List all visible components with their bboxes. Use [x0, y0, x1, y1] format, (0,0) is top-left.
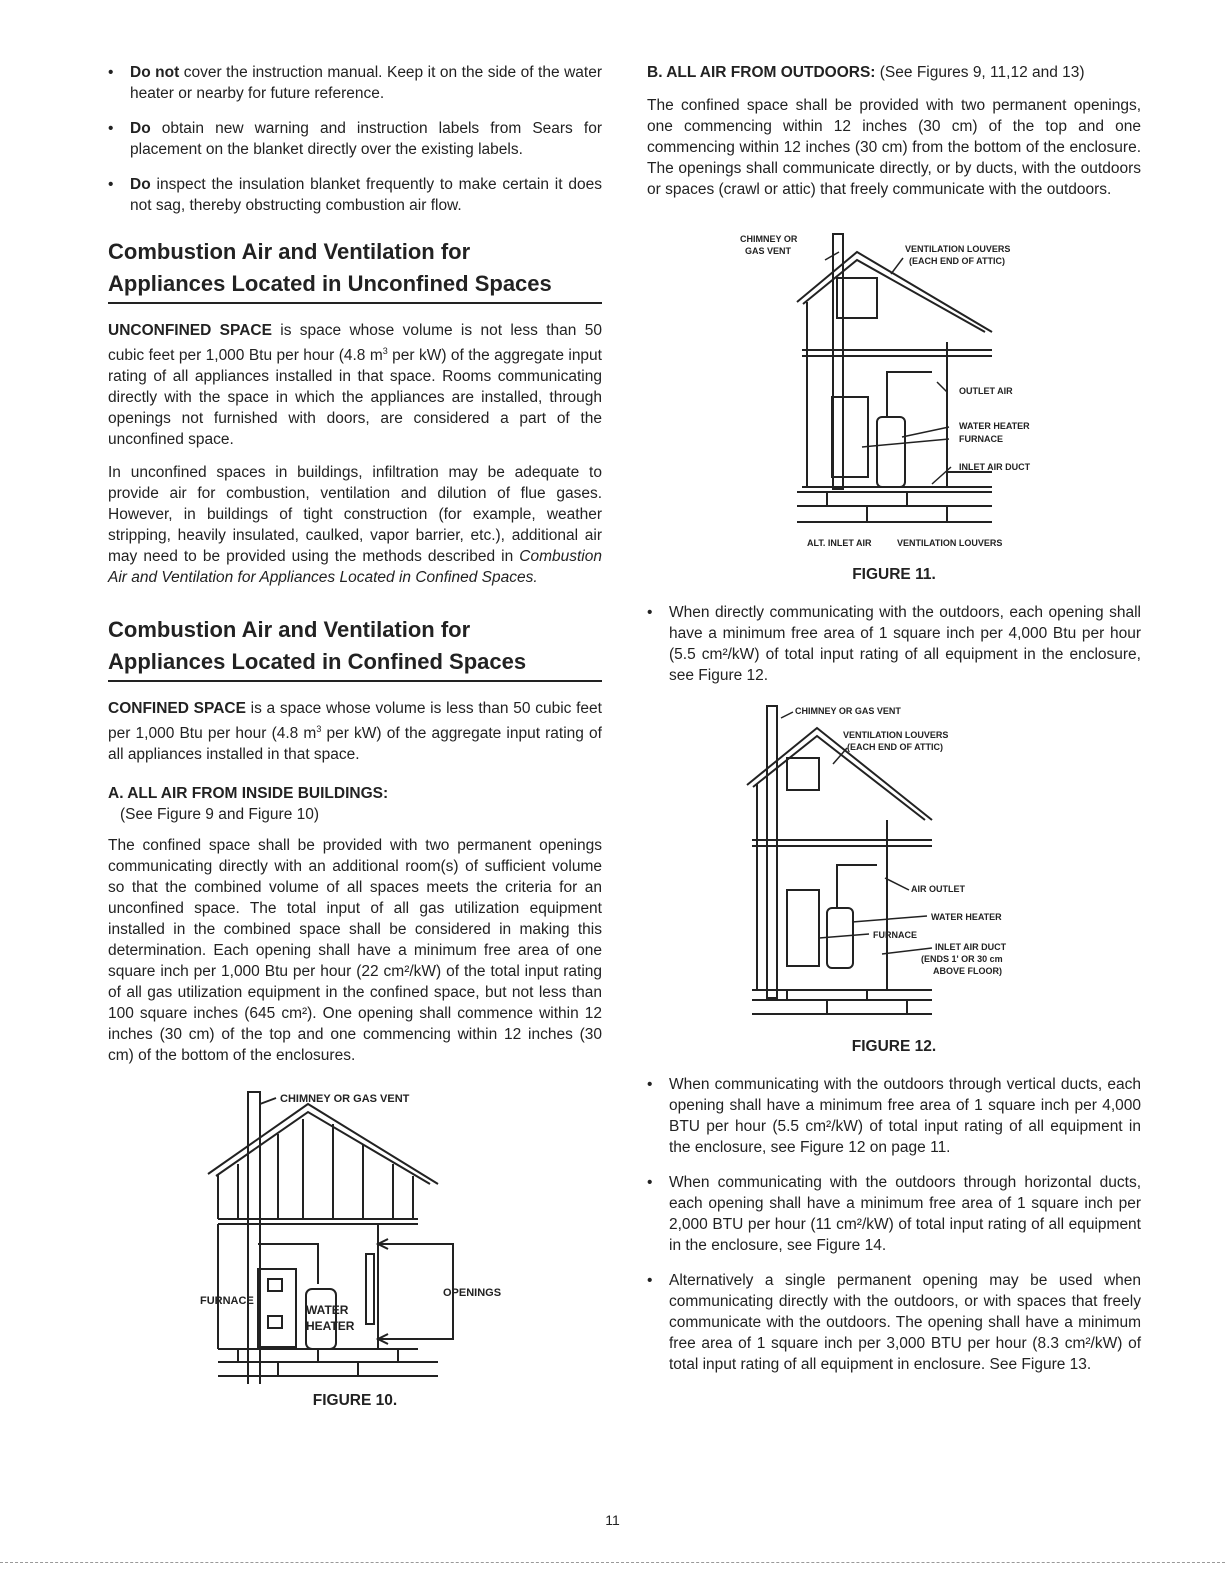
- left-column: [108, 62, 602, 1410]
- fig11-alt-inlet-label: ALT. INLET AIR: [807, 538, 872, 548]
- inside-air-paragraph: The confined space shall be provided with two permanent openings communicating directly with an additional room(s) of sufficient volume so that the combined volume of all spaces meets the criteria for an unconfined space. The total input of all gas utilization equipment installed in the combined space shall be considered in making this determination. Each opening shall have a minimum free area of one square inch per 1,000 Btu per hour (22 cm²/kW) of the total input rating of all gas utilization equipment in the confined space, but not less than 100 square inches (645 cm²). One opening shall commence within 12 inches (30 cm) of the top and one commencing within 12 inches (30 cm) of the bottom of the enclosures.: [108, 837, 602, 1065]
- fig12-inlet-label-1: INLET AIR DUCT: [935, 942, 1007, 952]
- figure-11-diagram: [647, 222, 1141, 562]
- outdoor-air-paragraph: The confined space shall be provided with two permanent openings, one commencing within 12 inches (30 cm) of the top and one commencing within 12 inches (30 cm) from the bottom of the enclosure. The openings shall communicate directly, or by ducts, with the outdoors or spaces (crawl or attic) that freely communicate with the outdoors.: [647, 97, 1141, 198]
- list-item: • When directly communicating with the outdoors, each opening shall have a minimum free area of 1 square inch per 4,000 Btu per hour (5.5 cm²/kW) of total input rating of all equipment in the enclosure, see Figure 12.: [647, 602, 1141, 686]
- fig11-inlet-label: INLET AIR DUCT: [959, 462, 1031, 472]
- confined-definition: CONFINED SPACE is a space whose volume is less than 50 cubic feet per 1,000 Btu per hour (4.8 $m^3$ per kW) of the aggregate input rating of all appliances installed in that space.: [108, 700, 602, 764]
- subheading-a: A. ALL AIR FROM INSIDE BUILDINGS:: [108, 785, 389, 803]
- list-item: • When communicating with the outdoors through vertical ducts, each opening shall have a minimum free area of 1 square inch per 4,000 BTU per hour (5.5 cm²/kW) of total input rating of all equipment in the enclosure, see Figure 12 on page 11.: [647, 1074, 1141, 1158]
- page-number: 11: [605, 1512, 620, 1528]
- list-item: • Alternatively a single permanent opening may be used when communicating directly with the outdoors, or with spaces that freely communicate with the outdoors. The opening shall have a minimum free area of 1 square inch per 3,000 BTU per hour (8.3 cm²/kW) of total input rating of all equipment in enclosure. See Figure 13.: [647, 1270, 1141, 1375]
- section-heading-unconfined: Combustion Air and Ventilation for Appliances Located in Unconfined Spaces: [108, 236, 602, 304]
- footer-divider: [0, 1562, 1225, 1563]
- unconfined-paragraph: In unconfined spaces in buildings, infiltration may be adequate to provide air for combustion, ventilation and dilution of flue gases. However, in buildings of tight construction (for example, weather stripping, heavily insulated, caulked, vapor barrier, etc.), additional air may need to be provided using the methods described in Combustion Air and Ventilation for Appliances Located in Confined Spaces.: [108, 464, 602, 587]
- subheading-a-ref: (See Figure 9 and Figure 10): [120, 806, 320, 824]
- fig12-inlet-label-3: ABOVE FLOOR): [933, 966, 1002, 976]
- fig11-louvers-label-2: (EACH END OF ATTIC): [909, 256, 1005, 266]
- fig10-furnace-label: FURNACE: [200, 1295, 254, 1308]
- list-item: • Do inspect the insulation blanket frequently to make certain it does not sag, thereby obstructing combustion air flow.: [108, 174, 602, 216]
- fig12-air-outlet-label: AIR OUTLET: [911, 884, 965, 894]
- fig12-inlet-label-2: (ENDS 1' OR 30 cm: [921, 954, 1003, 964]
- list-item: • Do not cover the instruction manual. Keep it on the side of the water heater or nearby for future reference.: [108, 62, 602, 104]
- fig10-water-label: WATER: [306, 1303, 349, 1318]
- fig11-louvers-label-1: VENTILATION LOUVERS: [905, 244, 1011, 254]
- figure-10-caption: FIGURE 10.: [312, 1392, 398, 1410]
- fig10-openings-label: OPENINGS: [443, 1287, 502, 1300]
- list-item: • Do obtain new warning and instruction labels from Sears for placement on the blanket directly over the existing labels.: [108, 118, 602, 160]
- fig12-louvers-label-2: (EACH END OF ATTIC): [847, 742, 943, 752]
- list-item: • When communicating with the outdoors through horizontal ducts, each opening shall have a minimum free area of 1 square inch per 2,000 BTU per hour (11 cm²/kW) of total input rating of all equipment in the enclosure, see Figure 14.: [647, 1172, 1141, 1256]
- fig10-heater-label: HEATER: [306, 1319, 355, 1334]
- figure-11-caption: FIGURE 11.: [852, 566, 936, 583]
- right-column: [647, 62, 1141, 1389]
- figure-10-diagram: [108, 1084, 602, 1384]
- fig11-chimney-label-2: GAS VENT: [745, 246, 792, 256]
- fig11-chimney-label-1: CHIMNEY OR: [740, 234, 798, 244]
- subheading-b: B. ALL AIR FROM OUTDOORS: (See Figures 9, 11,12 and 13): [647, 64, 1085, 81]
- unconfined-definition: UNCONFINED SPACE is space whose volume is not less than 50 cubic feet per 1,000 Btu per hour (4.8 $m^3$ per kW) of the aggregate input rating of all appliances installed in that space. Rooms communicating directly with the space in which the appliances are installed, through openings not furnished with doors, are considered a part of the unconfined space.: [108, 322, 602, 449]
- fig12-furnace-label: FURNACE: [873, 930, 917, 940]
- fig11-furnace-label: FURNACE: [959, 434, 1003, 444]
- figure-12-caption: FIGURE 12.: [851, 1038, 937, 1055]
- fig12-louvers-label-1: VENTILATION LOUVERS: [843, 730, 949, 740]
- figure-12-diagram: [647, 700, 1141, 1020]
- fig12-chimney-label: CHIMNEY OR GAS VENT: [795, 706, 901, 716]
- fig11-water-heater-label: WATER HEATER: [959, 421, 1030, 431]
- fig11-outlet-label: OUTLET AIR: [959, 386, 1013, 396]
- fig10-chimney-label: CHIMNEY OR GAS VENT: [280, 1093, 410, 1106]
- fig11-vent-louvers-label: VENTILATION LOUVERS: [897, 538, 1003, 548]
- fig12-water-heater-label: WATER HEATER: [931, 912, 1002, 922]
- section-heading-confined: Combustion Air and Ventilation for Appliances Located in Confined Spaces: [108, 614, 602, 682]
